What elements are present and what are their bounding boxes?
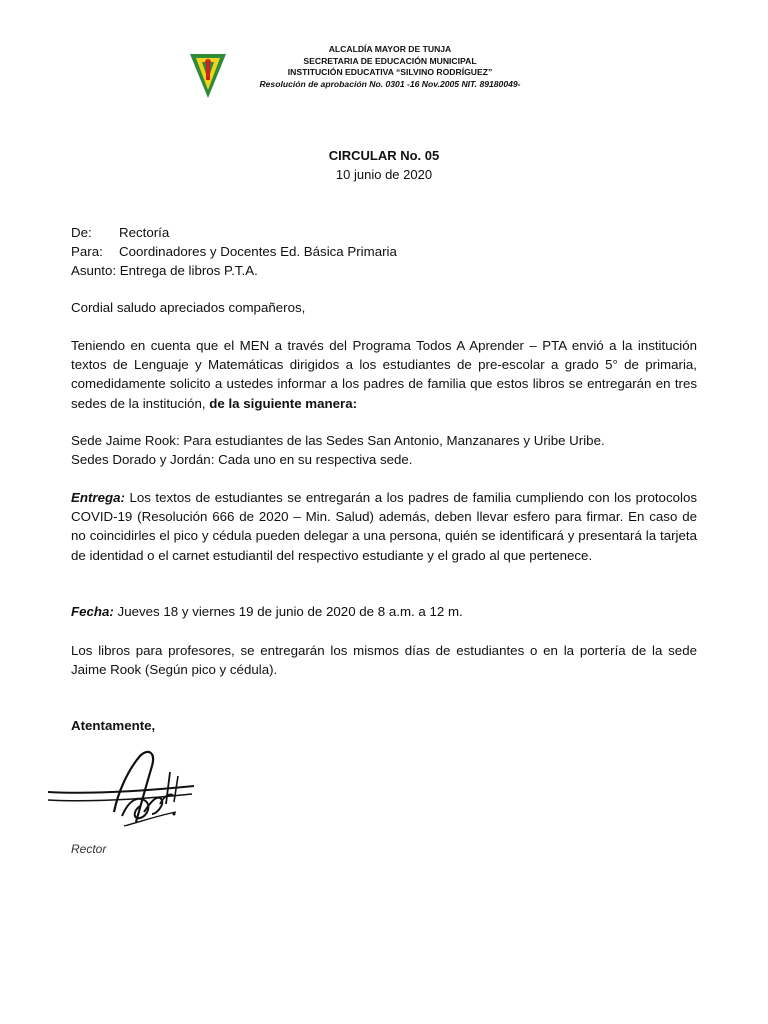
- letterhead-line-2: SECRETARIA DE EDUCACIÓN MUNICIPAL: [303, 55, 477, 66]
- handwritten-signature: [44, 742, 204, 852]
- paragraph-entrega: [71, 488, 697, 565]
- paragraph-profesores: Los libros para profesores, se entregarán los mismos días de estudiantes o en la portería de la sede Jaime Rook (Según pico y cédula).: [71, 643, 697, 678]
- memo-subject-value: Entrega de libros P.T.A.: [119, 263, 258, 279]
- entrega-text: Los textos de estudiantes se entregarán a los padres de familia cumpliendo con los protocolos COVID-19 (Resolución 666 de 2020 – Min. Salud) además, deben llevar esfero para firmar. En caso de no coincidirles el pico y cédula pueden delegar a una persona, quién se identificará y presentará la tarjeta de identidad o el carnet estudiantil del respectivo estudiante y el grado al que pertenece.: [71, 490, 697, 563]
- paragraph-intro: [71, 336, 697, 413]
- memo-to-row: [71, 242, 697, 261]
- entrega-label: Entrega:: [71, 490, 125, 505]
- sede-line-1: Sede Jaime Rook: Para estudiantes de las Sedes San Antonio, Manzanares y Uribe Uribe.: [71, 433, 605, 448]
- circular-title-block: [0, 146, 768, 184]
- memo-from-row: [71, 223, 697, 242]
- school-crest-logo: [188, 48, 228, 100]
- letterhead-line-3: INSTITUCIÓN EDUCATIVA “SILVINO RODRÍGUEZ”: [287, 67, 493, 77]
- memo-subject-label: Asunto:: [71, 263, 117, 279]
- memo-from-label: De:: [71, 225, 92, 240]
- memo-from-value: Rectoría: [119, 225, 170, 240]
- fecha-label: Fecha:: [71, 604, 114, 619]
- letterhead-line-1: ALCALDÍA MAYOR DE TUNJA: [328, 44, 452, 54]
- circular-number: CIRCULAR No. 05: [328, 148, 440, 163]
- memo-to-label: Para:: [71, 244, 103, 260]
- sedes-list: [71, 431, 697, 469]
- greeting: Cordial saludo apreciados compañeros,: [71, 300, 306, 315]
- letterhead: [230, 44, 550, 90]
- paragraph-fecha: [71, 602, 697, 621]
- letterhead-resolution: Resolución de aprobación No. 0301 -16 Nov.2005 NIT. 89180049-: [259, 78, 521, 89]
- sede-line-2: Sedes Dorado y Jordán: Cada uno en su respectiva sede.: [71, 452, 413, 468]
- paragraph-intro-bold: de la siguiente manera:: [209, 395, 358, 411]
- closing: Atentamente,: [71, 718, 156, 733]
- signer-title: Rector: [71, 842, 107, 856]
- paragraph-intro-text: Teniendo en cuenta que el MEN a través del Programa Todos A Aprender – PTA envió a la institución textos de Lenguaje y Matemáticas dirigidos a los estudiantes de pre-escolar a grado 5° de primaria, comedidamente solicito a ustedes informar a los padres de familia que estos libros se entregarán en tres sedes de la institución,: [71, 338, 697, 411]
- fecha-text: Jueves 18 y viernes 19 de junio de 2020 de 8 a.m. a 12 m.: [113, 604, 463, 619]
- circular-date: 10 junio de 2020: [335, 167, 433, 182]
- memo-to-value: Coordinadores y Docentes Ed. Básica Primaria: [119, 244, 397, 260]
- memo-header: [71, 223, 697, 281]
- memo-subject-row: [71, 261, 697, 280]
